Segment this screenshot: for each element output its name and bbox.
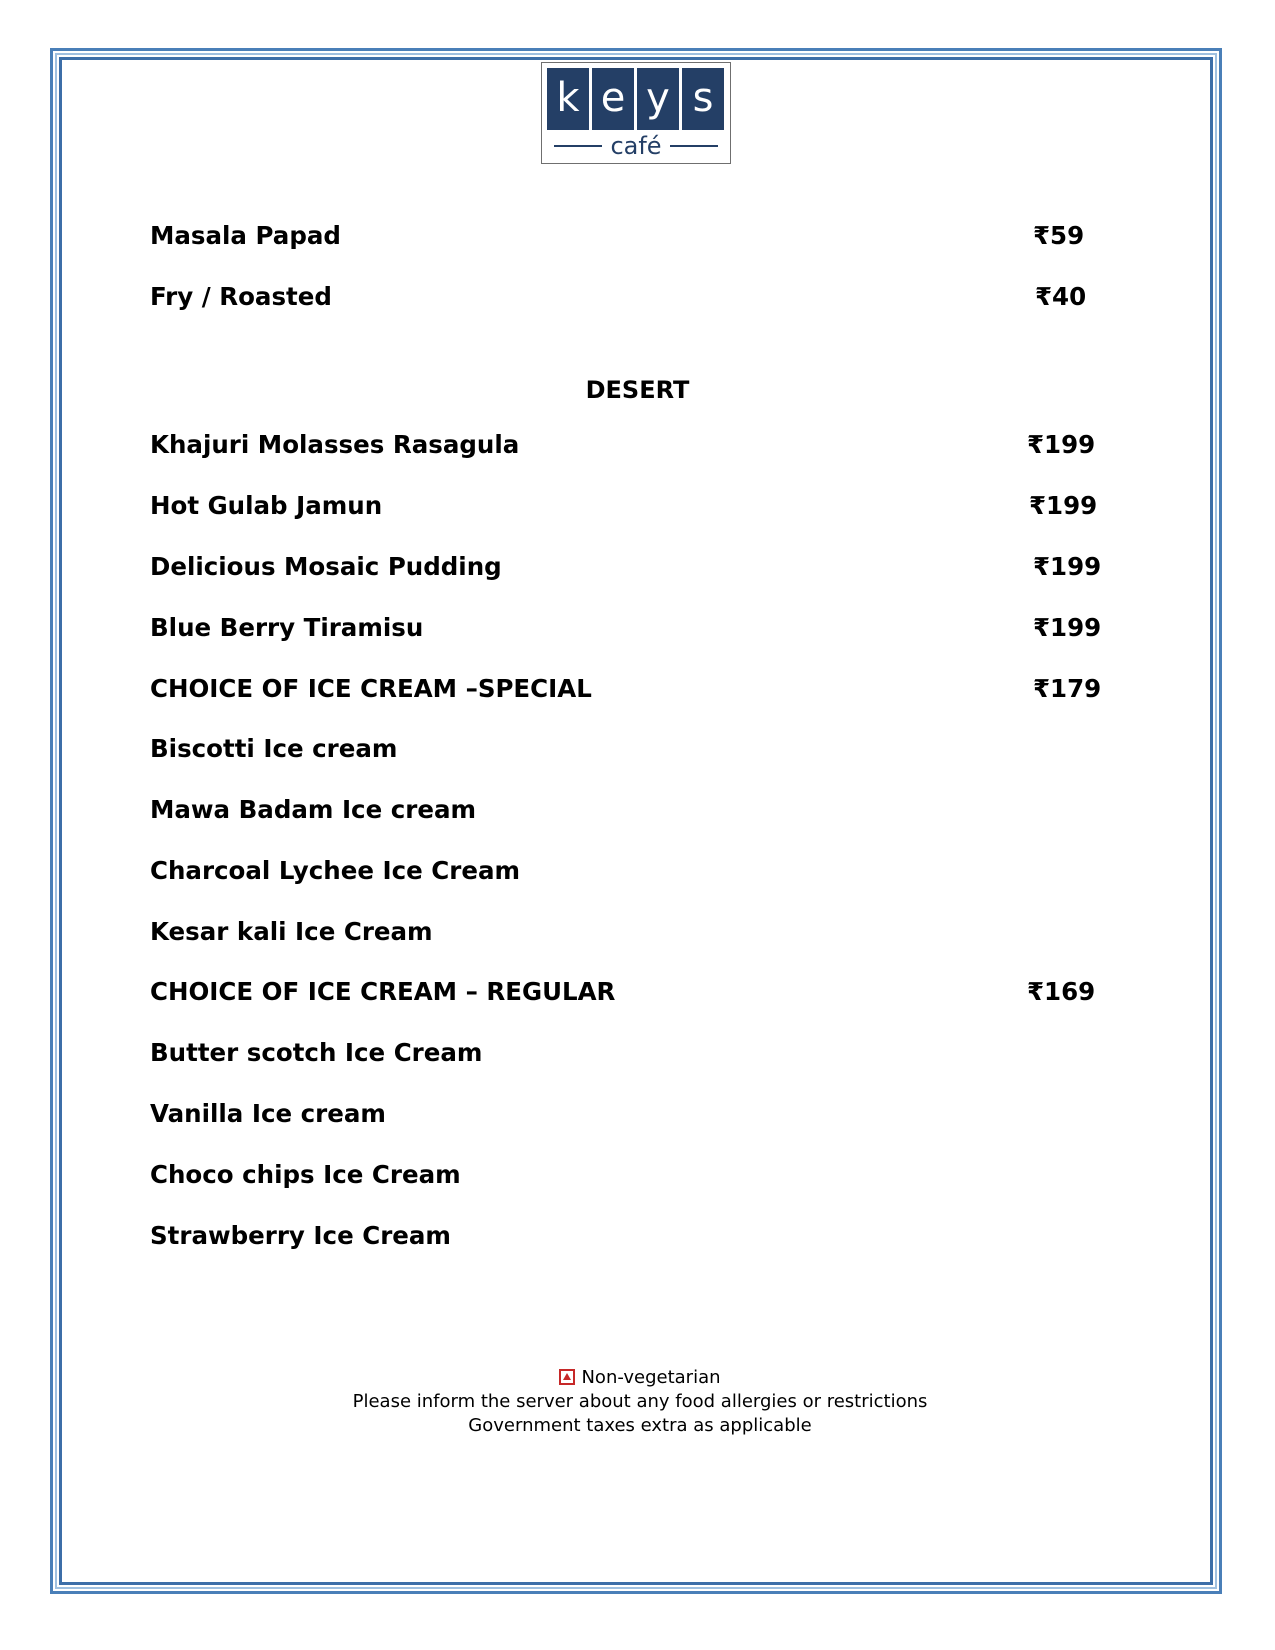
item-price: ₹199 (1027, 430, 1096, 459)
menu-item (150, 854, 1130, 888)
menu-item-masala-papad (150, 219, 1130, 253)
menu-item (150, 672, 1130, 706)
logo-rule-left (554, 145, 602, 147)
item-name: CHOICE OF ICE CREAM – REGULAR (150, 977, 616, 1006)
item-name: Blue Berry Tiramisu (150, 613, 424, 642)
item-price: ₹59 (1033, 221, 1085, 250)
logo-letters (547, 68, 724, 130)
item-price: ₹179 (1033, 674, 1102, 703)
menu-item (150, 1158, 1130, 1192)
non-veg-icon (559, 1369, 575, 1385)
item-name: Mawa Badam Ice cream (150, 795, 477, 824)
item-name: CHOICE OF ICE CREAM –SPECIAL (150, 674, 592, 703)
menu-item (150, 550, 1130, 584)
item-price: ₹199 (1029, 491, 1098, 520)
logo-cafe-text: café (610, 132, 662, 160)
keys-cafe-logo (541, 62, 731, 164)
item-name: Hot Gulab Jamun (150, 491, 383, 520)
item-name: Charcoal Lychee Ice Cream (150, 856, 521, 885)
logo-cafe-row (542, 131, 730, 161)
footer-allergy-note: Please inform the server about any food allergies or restrictions (352, 1391, 928, 1412)
menu-item (150, 915, 1130, 949)
menu-item (150, 1219, 1130, 1253)
logo-letter-e: e (592, 68, 634, 130)
item-name: Delicious Mosaic Pudding (150, 552, 502, 581)
item-name: Kesar kali Ice Cream (150, 917, 433, 946)
item-name: Choco chips Ice Cream (150, 1160, 461, 1189)
menu-item (150, 611, 1130, 645)
menu-item (150, 428, 1130, 462)
logo-letter-y: y (637, 68, 679, 130)
menu-item (150, 1097, 1130, 1131)
item-price: ₹169 (1027, 977, 1096, 1006)
logo-letter-s: s (682, 68, 724, 130)
nonveg-label: Non-vegetarian (581, 1367, 721, 1388)
logo-rule-right (670, 145, 718, 147)
logo-letter-k: k (547, 68, 589, 130)
menu-item (150, 732, 1130, 766)
section-title-desert: DESERT (585, 376, 690, 404)
item-name: Vanilla Ice cream (150, 1099, 386, 1128)
item-price: ₹199 (1033, 613, 1102, 642)
menu-item-fry-roasted (150, 280, 1130, 314)
menu-item (150, 793, 1130, 827)
footer-nonveg-legend (300, 1366, 980, 1390)
menu-item (150, 975, 1130, 1009)
item-name: Biscotti Ice cream (150, 734, 398, 763)
item-name: Fry / Roasted (150, 282, 332, 311)
item-name: Butter scotch Ice Cream (150, 1038, 483, 1067)
item-name: Khajuri Molasses Rasagula (150, 430, 520, 459)
menu-item (150, 489, 1130, 523)
item-price: ₹199 (1033, 552, 1102, 581)
footer-tax-note: Government taxes extra as applicable (468, 1415, 812, 1436)
item-name: Strawberry Ice Cream (150, 1221, 451, 1250)
item-price: ₹40 (1035, 282, 1087, 311)
menu-item (150, 1036, 1130, 1070)
item-name: Masala Papad (150, 221, 341, 250)
